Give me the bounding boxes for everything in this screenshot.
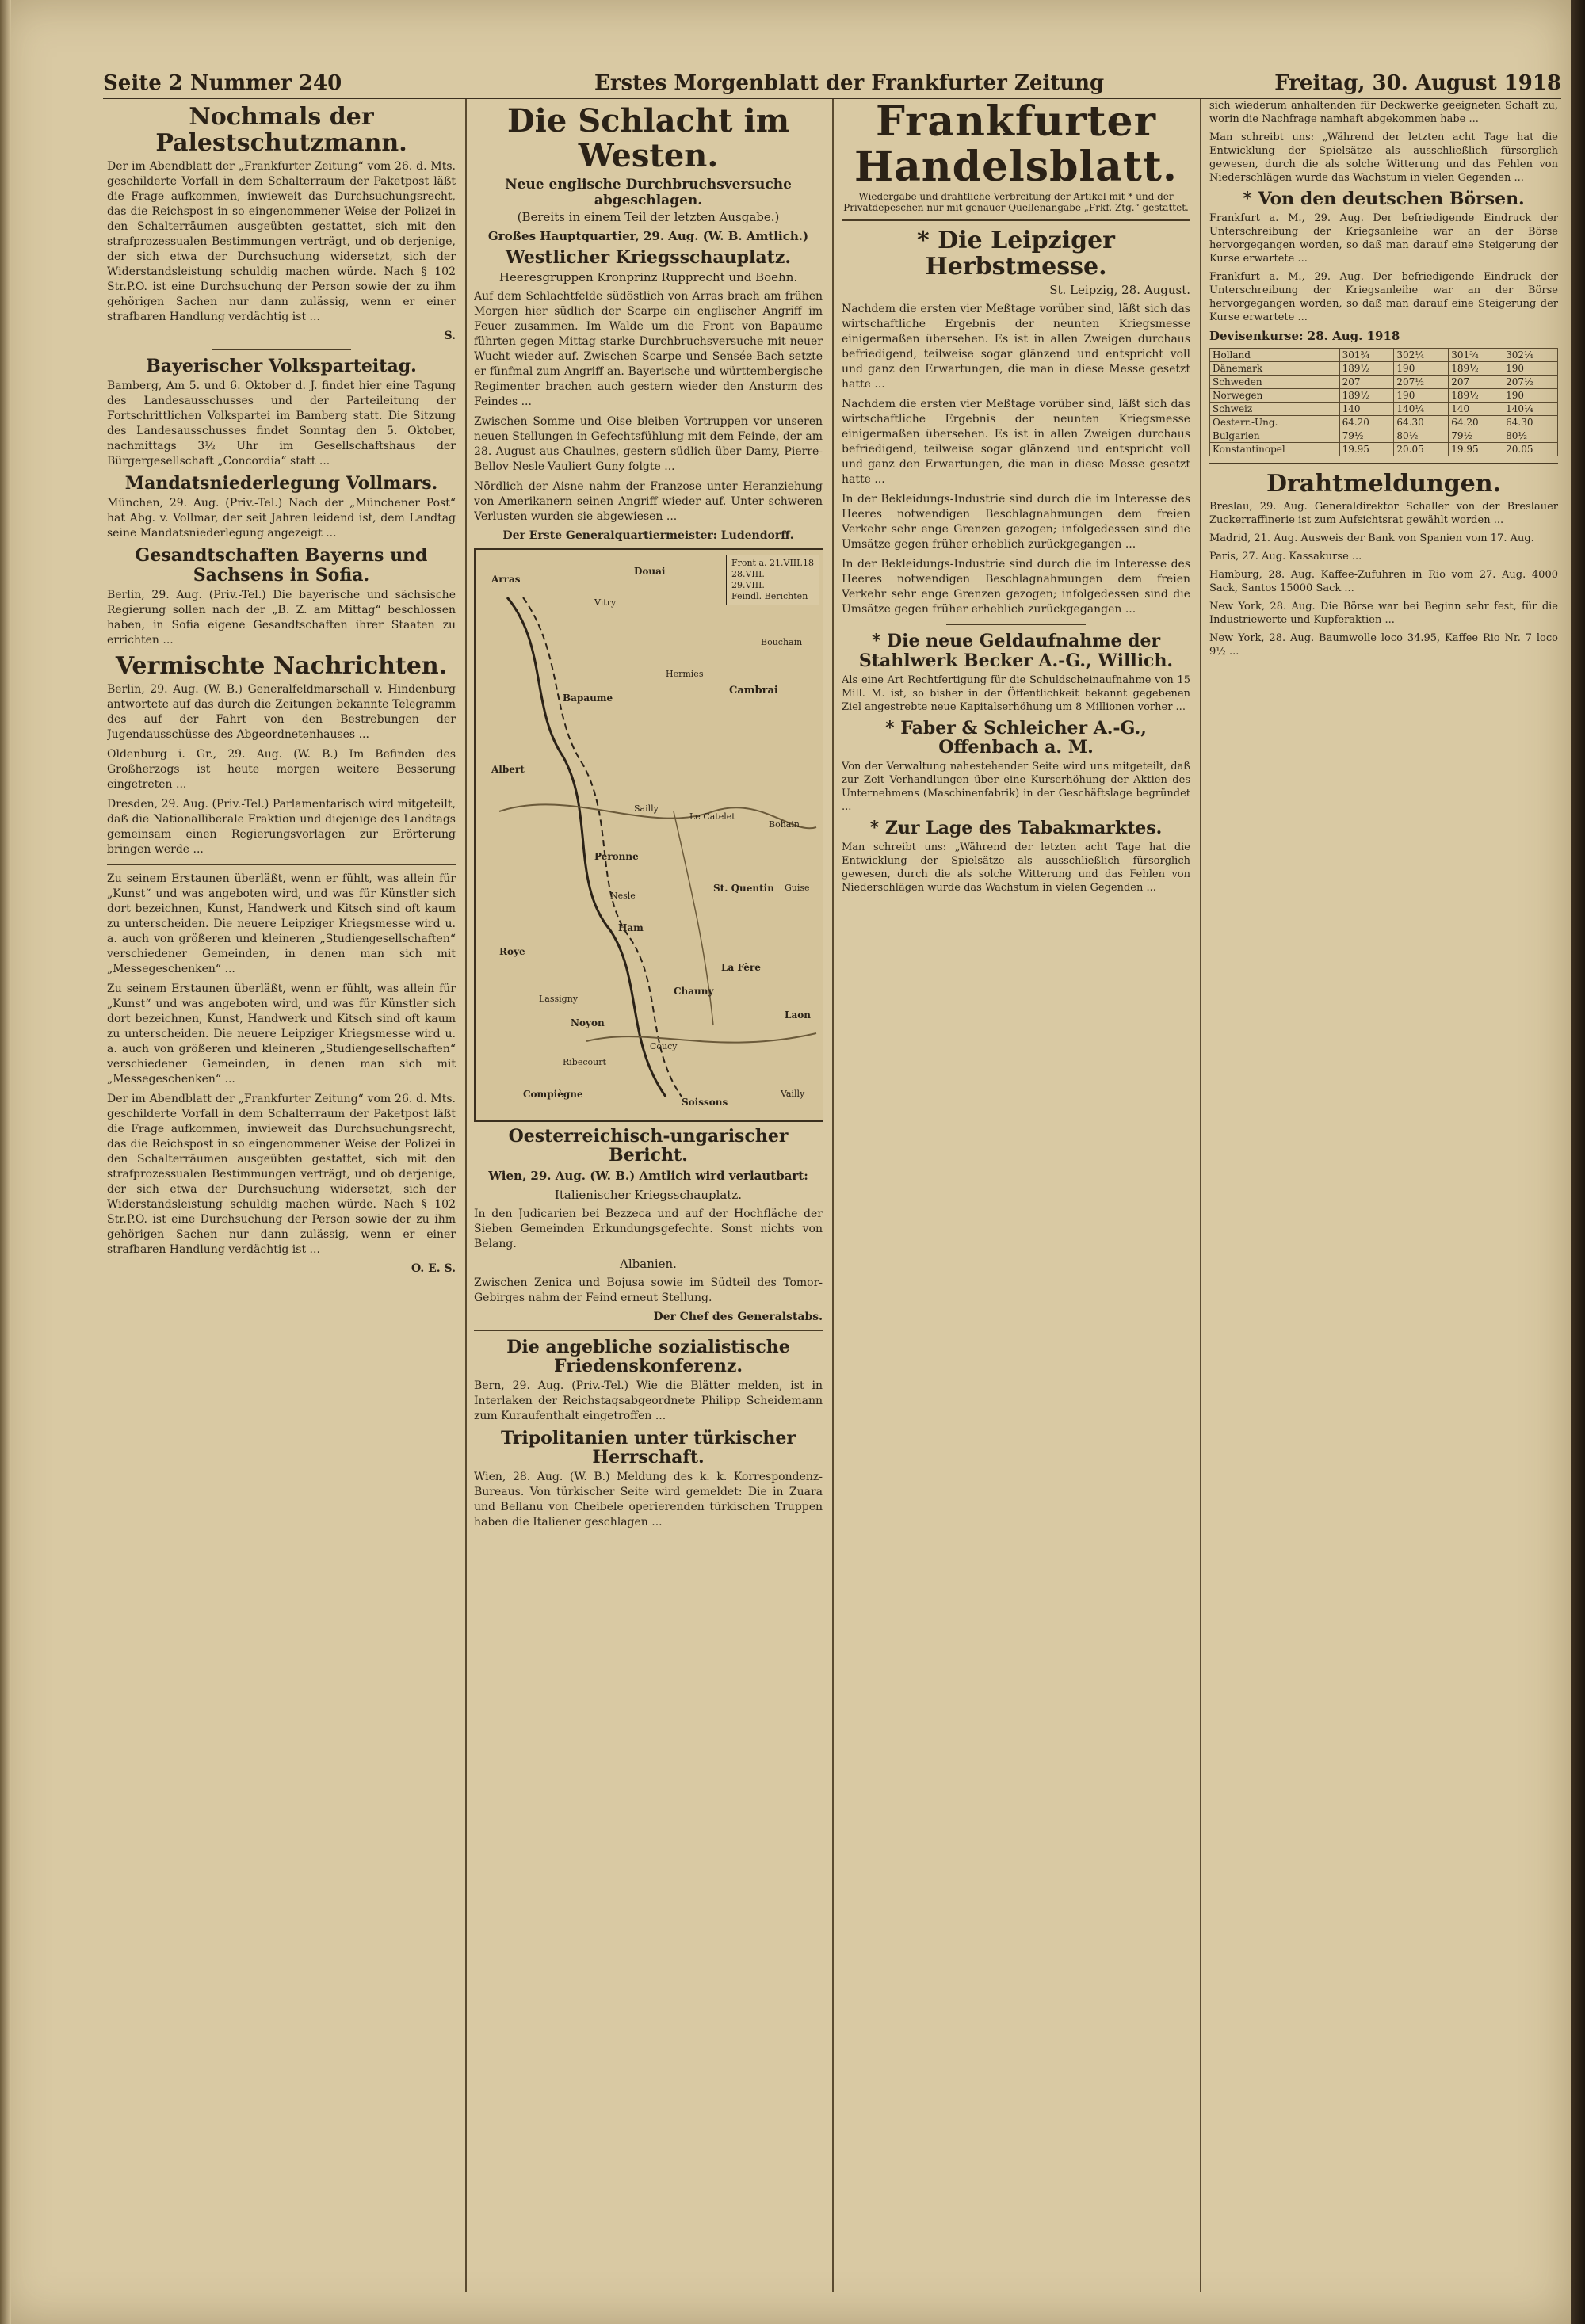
reprint-notice: Wiedergabe und drahtliche Verbreitung der Artikel mit * und der Privatdepeschen nur mit genauer Quellenangabe „Frkf. Ztg.“ gestattet. (843, 191, 1189, 214)
table-row (1210, 443, 1558, 456)
map-label: Albert (491, 764, 525, 776)
feuilleton-text: Zu seinem Erstaunen überläßt, wenn er fühlt, was allein für „Kunst“ und was angeboten wird, und was für Künstler sich dort bezeichnen, Kunst, Handwerk und Kitsch sind oft kaum zu unterscheiden. Die neuere Leipziger Kriegsmesse wird u. a. auch von größeren und kleineren „Studiengesellschaften“ verschiedener Gemeinden, in denen man sich mit „Messegeschenken“ ... (107, 872, 456, 975)
headline-palestine: Nochmals der Palestschutzmann. (155, 103, 407, 157)
article-misc-3: Dresden, 29. Aug. (Priv.-Tel.) Parlamentarisch wird mitgeteilt, daß die Nationalliberale Fraktion und diejenige des Landtags gemeinsam einen Regierungsvorlagen zur Erörterung bringen werde ... (107, 797, 456, 856)
subheadline-albania: Albanien. (620, 1256, 677, 1271)
exchange-rate-table (1209, 348, 1558, 456)
table-cell: 20.05 (1394, 443, 1449, 456)
divider (1209, 463, 1558, 464)
table-cell: Schweden (1210, 376, 1340, 389)
table-cell: 64.30 (1394, 416, 1449, 429)
wire-5: New York, 28. Aug. Die Börse war bei Beginn sehr fest, für die Industriewerte und Kupferaktien ... (1209, 601, 1558, 627)
map-legend (726, 555, 819, 605)
article-continued: sich wiederum anhaltenden für Deckwerke geeigneten Schaft zu, worin die Nachfrage namhaft abgekommen habe ... (1209, 100, 1558, 125)
map-label: Cambrai (729, 685, 778, 697)
map-label: Le Catelet (689, 811, 735, 822)
headline-embassy: Gesandtschaften Bayerns und Sachsens in Sofia. (135, 545, 428, 586)
map-label: Soissons (682, 1097, 728, 1109)
article-becker: Als eine Art Rechtfertigung für die Schuldscheinaufnahme von 15 Mill. M. ist, so bisher in der Öffentlichkeit bekannt gegebenen Ziel angestrebte neue Kapitalserhöhung um 8 Millionen vorher ... (842, 674, 1190, 713)
page-number: Seite 2 Nummer 240 (103, 71, 342, 95)
wire-6: New York, 28. Aug. Baumwolle loco 34.95, Kaffee Rio Nr. 7 loco 9½ ... (1209, 632, 1558, 658)
table-cell: 80½ (1394, 429, 1449, 443)
table-cell: 190 (1394, 362, 1449, 376)
dateline-west: Großes Hauptquartier, 29. Aug. (W. B. Amtlich.) (487, 229, 809, 243)
map-label: Coucy (650, 1041, 678, 1052)
map-label: Guise (785, 883, 810, 894)
article-italy: In den Judicarien bei Bezzeca und auf der Hochfläche der Sieben Gemeinden Erkundungsgefechte. Sonst nichts von Belang. (474, 1207, 823, 1250)
map-label: Hermies (666, 669, 704, 680)
article-front-2: Zwischen Somme und Oise bleiben Vortruppen vor unseren neuen Stellungen in Gefechtsfühlung mit dem Feinde, der am 28. August aus Chaulnes, gestern südlich über Damy, Pierre-Bellov-Nesle-Vauliert-Guny folgte ... (474, 415, 823, 474)
newspaper-name: Erstes Morgenblatt der Frankfurter Zeitung (594, 71, 1105, 95)
map-label: Ham (618, 922, 644, 934)
table-row (1210, 403, 1558, 416)
table-cell: 64.20 (1339, 416, 1394, 429)
map-drawing (476, 550, 823, 1120)
headline-becker: * Die neue Geldaufnahme der Stahlwerk Becker A.-G., Willich. (858, 631, 1174, 671)
issue-date: Freitag, 30. August 1918 (1274, 71, 1561, 95)
signature-ludendorff: Der Erste Generalquartiermeister: Ludendorff. (502, 529, 794, 543)
table-cell: 189½ (1339, 362, 1394, 376)
article-misc-2: Oldenburg i. Gr., 29. Aug. (W. B.) Im Befinden des Großherzogs ist heute morgen weitere Besserung eingetreten ... (107, 747, 456, 791)
table-cell: 19.95 (1449, 443, 1503, 456)
divider (107, 864, 456, 865)
headline-tripoli: Tripolitanien unter türkischer Herrschaft. (500, 1427, 796, 1468)
table-cell: 140¼ (1503, 403, 1558, 416)
article-misc-1: Berlin, 29. Aug. (W. B.) Generalfeldmarschall v. Hindenburg antwortete auf das durch die Zeitungen bekannte Telegramm des auf der Fahrt von den Bestrebungen der Jugendausschüsse des Abgeordnetenhauses ... (107, 682, 456, 741)
river-aisne (586, 1033, 816, 1043)
article-palestine: Der im Abendblatt der „Frankfurter Zeitung“ vom 26. d. Mts. geschilderte Vorfall in dem Schalterraum der Paketpost läßt die Frage aufkommen, inwieweit das Durchsuchungsrecht, das die Reichspost in so eingenommener Weise der Polizei in den Schalterräumen ausgeübten gestattet, sich mit den strafprozessualen Bestimmungen verträgt, und ob derjenige, der sich etwa der Durchsuchung widersetzt, sich der Widerstandsleistung schuldig machen würde. Nach § 102 Str.P.O. ist eine Durchsuchung der Person sowie der zu ihm gehörigen Sachen nur dann zulässig, wenn er einer strafbaren Handlung verdächtig ist ... (107, 160, 456, 323)
table-cell: 19.95 (1339, 443, 1394, 456)
table-cell: 207 (1339, 376, 1394, 389)
map-label: Arras (491, 574, 521, 586)
table-cell: 189½ (1339, 389, 1394, 403)
map-label: Vitry (594, 597, 617, 609)
column-rule (1200, 99, 1201, 2292)
article-messe-1: Nachdem die ersten vier Meßtage vorüber sind, läßt sich das wirtschaftliche Ergebnis der neunten Kriegsmesse einigermaßen übersehen. Es ist in allen Zweigen durchaus befriedigend, teilweise sogar glänzend und entspricht voll und ganz den Erwartungen, die man in diese Messe gesetzt hatte ... (842, 303, 1190, 391)
article-front-1: Auf dem Schlachtfelde südöstlich von Arras brach am frühen Morgen hier südlich der Scarpe ein englischer Angriff im Feuer zusammen. Im Walde um die Front von Bapaume führten gegen Mittag starke Durchbruchsversuche mit neuer Wucht wieder auf. Zwischen Scarpe und Sensée-Bach setzte er fünfmal zum Angriff an. Bayerische und württembergische Regimenter brachen auch gestern wieder den Ansturm des Feindes ... (474, 290, 823, 409)
table-row (1210, 349, 1558, 362)
column-rule (832, 99, 834, 2292)
map-label: St. Quentin (713, 883, 774, 895)
headline-messe: * Die Leipziger Herbstmesse. (917, 227, 1115, 281)
table-cell: 189½ (1449, 362, 1503, 376)
table-cell: 79½ (1339, 429, 1394, 443)
table-row (1210, 416, 1558, 429)
table-cell: 140 (1449, 403, 1503, 416)
table-cell: Dänemark (1210, 362, 1340, 376)
table-row (1210, 362, 1558, 376)
map-label: Roye (499, 946, 525, 958)
headline-faber: * Faber & Schleicher A.-G., Offenbach a. M. (885, 717, 1147, 757)
table-cell: Holland (1210, 349, 1340, 362)
legend-item: 29.VIII. (731, 580, 765, 591)
article-tripoli: Wien, 28. Aug. (W. B.) Meldung des k. k. Korrespondenz-Bureaus. Von türkischer Seite wird gemeldet: Die in Zuara und Bellanu von Cheibele operierenden türkischen Truppen haben die Italiener geschlagen ... (474, 1471, 823, 1529)
article-boerse-filler: Frankfurt a. M., 29. Aug. Der befriedigende Eindruck der Unterschreibung der Kriegsanleihe war an der Börse hervorgegangen worden, so daß man darauf eine Steigerung der Kurse erwartete ... (1209, 271, 1558, 324)
table-cell: 80½ (1503, 429, 1558, 443)
headline-boerse: * Von den deutschen Börsen. (1243, 189, 1525, 209)
table-row (1210, 376, 1558, 389)
table-cell: 64.20 (1449, 416, 1503, 429)
table-cell: Bulgarien (1210, 429, 1340, 443)
table-cell: 190 (1394, 389, 1449, 403)
table-row (1210, 429, 1558, 443)
signature-palestine: S. (444, 330, 456, 342)
map-label: Nesle (610, 891, 636, 902)
legend-item: Feindl. Berichten (731, 591, 808, 602)
column-rule (465, 99, 467, 2292)
article-messe-filler-2: In der Bekleidungs-Industrie sind durch die im Interesse des Heeres notwendigen Beschlagnahmungen dem freien Verkehr sehr enge Grenzen gezogen; infolgedessen sind die Umsätze gegen früher erheblich zurückgegangen ... (842, 558, 1190, 616)
binding-edge (0, 0, 11, 2324)
article-mandate: München, 29. Aug. (Priv.-Tel.) Nach der „Münchener Post“ hat Abg. v. Vollmar, der seit Jahren leidend ist, dem Landtag seine Mandatsniederlegung angezeigt ... (107, 497, 456, 540)
table-cell: 302¼ (1503, 349, 1558, 362)
headline-west: Die Schlacht im Westen. (506, 102, 790, 174)
table-cell: 207 (1449, 376, 1503, 389)
wire-3: Paris, 27. Aug. Kassakurse ... (1209, 551, 1362, 563)
table-cell: 79½ (1449, 429, 1503, 443)
map-label: Vailly (781, 1089, 805, 1100)
feuilleton-text-filler: Zu seinem Erstaunen überläßt, wenn er fühlt, was allein für „Kunst“ und was angeboten wird, und was für Künstler sich dort bezeichnen, Kunst, Handwerk und Kitsch sind oft kaum zu unterscheiden. Die neuere Leipziger Kriegsmesse wird u. a. auch von größeren und kleineren „Studiengesellschaften“ verschiedener Gemeinden, in denen man sich mit „Messegeschenken“ ... (107, 982, 456, 1086)
headline-mandate: Mandatsniederlegung Vollmars. (124, 473, 438, 494)
article-front-3: Nördlich der Aisne nahm der Franzose unter Heranziehung von Amerikanern seinen Angriff wieder auf. Unter schweren Verlusten wurden sie abgewiesen ... (474, 480, 823, 524)
article-tabak: Man schreibt uns: „Während der letzten acht Tage hat die Entwicklung der Spielsätze als ausschließlich fürsorglich gewesen, durch die als solche Witterung und das Fehlen von Niederschlägen wurde das Wachstum in vielen Gegenden ... (842, 841, 1190, 895)
article-boerse: Frankfurt a. M., 29. Aug. Der befriedigende Eindruck der Unterschreibung der Kriegsanleihe war an der Börse hervorgegangen worden, so daß man darauf eine Steigerung der Kurse erwartete ... (1209, 212, 1558, 265)
table-cell: Oesterr.-Ung. (1210, 416, 1340, 429)
headline-socialist: Die angebliche sozialistische Friedenskonferenz. (506, 1336, 790, 1376)
legend-item: 28.VIII. (731, 569, 765, 580)
table-cell: Norwegen (1210, 389, 1340, 403)
table-cell: 190 (1503, 389, 1558, 403)
map-label: Chauny (674, 986, 714, 998)
map-label: Peronne (594, 851, 639, 863)
table-cell: 207½ (1503, 376, 1558, 389)
divider (474, 1330, 823, 1331)
map-label: Compiègne (523, 1089, 583, 1101)
divider (946, 624, 1086, 625)
signature-austria: Der Chef des Generalstabs. (653, 1310, 823, 1323)
article-messe-2: In der Bekleidungs-Industrie sind durch die im Interesse des Heeres notwendigen Beschlagnahmungen dem freien Verkehr sehr enge Grenzen gezogen; infolgedessen sind die Umsätze gegen früher erheblich zurückgegangen ... (842, 493, 1190, 551)
map-label: Bouchain (761, 637, 803, 648)
headline-drahtmeldungen: Drahtmeldungen. (1266, 470, 1502, 498)
table-title: Devisenkurse: 28. Aug. 1918 (1209, 329, 1400, 344)
article-messe-filler: Nachdem die ersten vier Meßtage vorüber sind, läßt sich das wirtschaftliche Ergebnis der neunten Kriegsmesse einigermaßen übersehen. Es ist in allen Zweigen durchaus befriedigend, teilweise sogar glänzend und entspricht voll und ganz den Erwartungen, die man in diese Messe gesetzt hatte ... (842, 398, 1190, 487)
headline-front: Westlicher Kriegsschauplatz. (506, 247, 791, 268)
table-cell: 190 (1503, 362, 1558, 376)
feuilleton-text-filler-2: Der im Abendblatt der „Frankfurter Zeitung“ vom 26. d. Mts. geschilderte Vorfall in dem Schalterraum der Paketpost läßt die Frage aufkommen, inwieweit das Durchsuchungsrecht, das die Reichspost in so eingenommener Weise der Polizei in den Schalterräumen ausgeübten gestattet, sich mit den strafprozessualen Bestimmungen verträgt, und ob derjenige, der sich etwa der Durchsuchung widersetzt, sich der Widerstandsleistung schuldig machen würde. Nach § 102 Str.P.O. ist eine Durchsuchung der Person sowie der zu ihm gehörigen Sachen nur dann zulässig, wenn er einer strafbaren Handlung verdächtig ist ... (107, 1092, 456, 1256)
map-label: Ribecourt (563, 1057, 606, 1068)
headline-bavaria: Bayerischer Volksparteitag. (146, 356, 417, 376)
article-bavaria: Bamberg, Am 5. und 6. Oktober d. J. findet hier eine Tagung des Landesausschusses und der Parteileitung der Fortschrittlichen Volkspartei im Bamberg statt. Die Sitzung des Landesausschusses findet Sonntag den 5. Oktober, nachmittags 3½ Uhr im Gesellschaftshaus der Bürgergesellschaft „Concordia“ statt ... (107, 380, 456, 468)
table-cell: 140 (1339, 403, 1394, 416)
headline-austria: Oesterreichisch-ungarischer Bericht. (508, 1126, 789, 1166)
headline-misc: Vermischte Nachrichten. (115, 651, 448, 680)
table-row (1210, 389, 1558, 403)
signature-feuilleton: O. E. S. (411, 1261, 456, 1275)
wire-1: Breslau, 29. Aug. Generaldirektor Schaller von der Breslauer Zuckerraffinerie ist zum Aufsichtsrat gewählt worden ... (1209, 501, 1558, 527)
divider (842, 219, 1190, 221)
map-label: Laon (785, 1009, 811, 1021)
map-label: La Fère (721, 962, 761, 974)
headline-tabak: * Zur Lage des Tabakmarktes. (869, 818, 1163, 839)
article-albania: Zwischen Zenica und Bojusa sowie im Südteil des Tomor-Gebirges nahm der Feind erneut Stellung. (474, 1276, 823, 1304)
article-faber: Von der Verwaltung nahestehender Seite wird uns mitgeteilt, daß zur Zeit Verhandlungen über eine Kurserhöhung der Aktien des Unternehmens (Maschinenfabrik) in der Geschäftslage begründet ... (842, 761, 1190, 814)
column-2 (474, 99, 823, 2292)
column-3 (842, 99, 1190, 2292)
table-cell: 20.05 (1503, 443, 1558, 456)
table-cell: 302¼ (1394, 349, 1449, 362)
note-west: (Bereits in einem Teil der letzten Ausgabe.) (517, 210, 780, 224)
table-cell: 301¾ (1449, 349, 1503, 362)
map-label: Douai (634, 566, 666, 578)
map-label: Bapaume (563, 693, 613, 704)
divider (212, 349, 351, 350)
column-4 (1209, 99, 1558, 2292)
table-cell: 64.30 (1503, 416, 1558, 429)
map-label: Noyon (571, 1017, 605, 1029)
dateline-messe: St. Leipzig, 28. August. (1049, 283, 1190, 298)
legend-item: Front a. 21.VIII.18 (731, 558, 814, 569)
wire-4: Hamburg, 28. Aug. Kaffee-Zufuhren in Rio vom 27. Aug. 4000 Sack, Santos 15000 Sack ... (1209, 569, 1558, 595)
front-map (474, 548, 823, 1122)
masthead (103, 70, 1561, 99)
subheadline-west: Neue englische Durchbruchsversuche abgeschlagen. (505, 177, 792, 208)
table-cell: 301¾ (1339, 349, 1394, 362)
section-title-handelsblatt: Frankfurter Handelsblatt. (854, 99, 1178, 192)
dateline-austria: Wien, 29. Aug. (W. B.) Amtlich wird verlautbart: (488, 1168, 808, 1183)
article-socialist: Bern, 29. Aug. (Priv.-Tel.) Wie die Blätter melden, ist in Interlaken der Reichstagsabgeordnete Philipp Scheidemann zum Kuraufenthalt eingetroffen ... (474, 1379, 823, 1422)
map-label: Sailly (634, 803, 659, 815)
table-cell: Schweiz (1210, 403, 1340, 416)
subheadline-italy: Italienischer Kriegsschauplatz. (554, 1187, 743, 1202)
table-cell: 189½ (1449, 389, 1503, 403)
map-label: Lassigny (539, 994, 579, 1005)
wire-2: Madrid, 21. Aug. Ausweis der Bank von Spanien vom 17. Aug. (1209, 532, 1534, 545)
page-edge-shadow (1571, 0, 1585, 2324)
map-label: Bohain (769, 819, 800, 830)
column-1 (107, 99, 456, 2292)
article-continued-filler: Man schreibt uns: „Während der letzten acht Tage hat die Entwicklung der Spielsätze als ausschließlich fürsorglich gewesen, durch die als solche Witterung und das Fehlen von Niederschlägen wurde das Wachstum in vielen Gegenden ... (1209, 132, 1558, 184)
table-cell: 140¼ (1394, 403, 1449, 416)
table-cell: 207½ (1394, 376, 1449, 389)
table-cell: Konstantinopel (1210, 443, 1340, 456)
subheadline-front: Heeresgruppen Kronprinz Rupprecht und Boehn. (498, 270, 798, 285)
article-embassy: Berlin, 29. Aug. (Priv.-Tel.) Die bayerische und sächsische Regierung sollen nach der „B. Z. am Mittag“ beschlossen haben, in Sofia eigene Gesandtschaften ihrer Staaten zu errichten ... (107, 588, 456, 647)
